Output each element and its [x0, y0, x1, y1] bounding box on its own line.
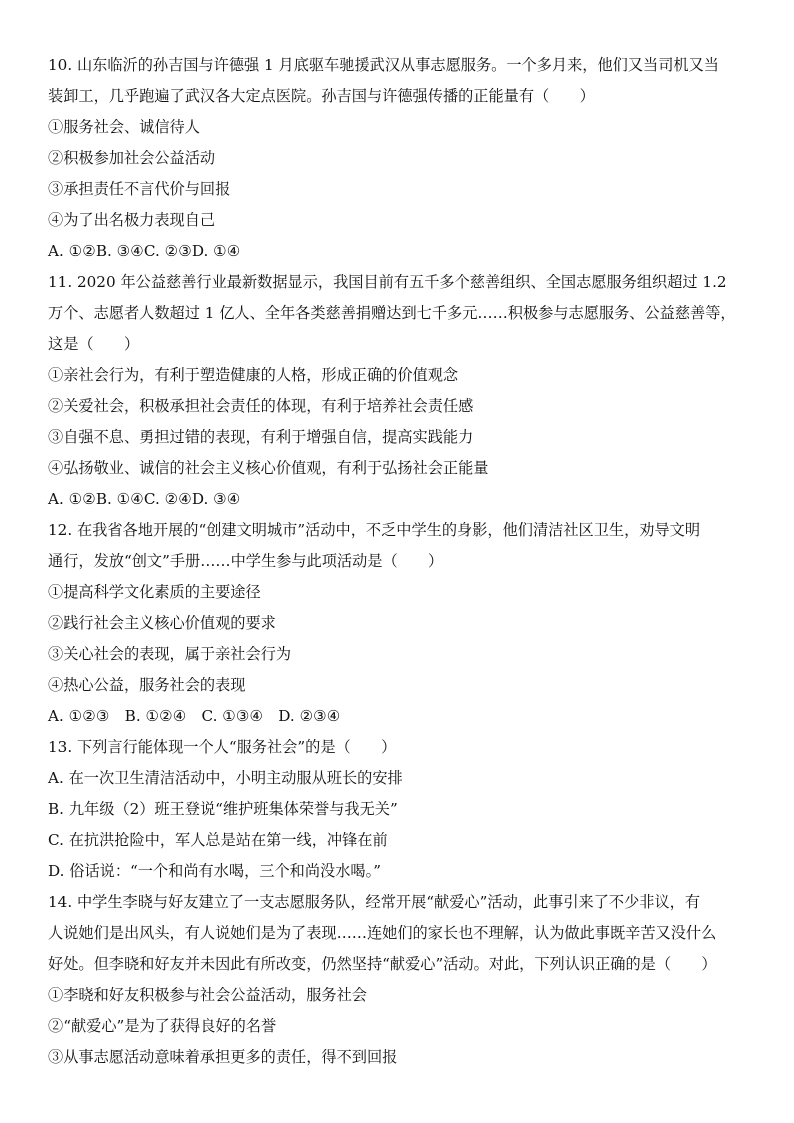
question-stem-line: 13. 下列言行能体现一个人“服务社会”的是（ ）	[48, 738, 397, 756]
option-item: ③从事志愿活动意味着承担更多的责任，得不到回报	[48, 1048, 398, 1066]
option-item: C. 在抗洪抢险中，军人总是站在第一线，冲锋在前	[48, 831, 388, 849]
question-stem-line: 11. 2020 年公益慈善行业最新数据显示，我国目前有五千多个慈善组织、全国志愿服务组织超过 1.2	[48, 273, 727, 291]
option-item: ①提高科学文化素质的主要途径	[48, 583, 261, 601]
option-item: ③承担责任不言代价与回报	[48, 180, 231, 198]
option-item: ④为了出名极力表现自己	[48, 211, 216, 229]
question-10	[48, 50, 764, 267]
question-stem-line: 14. 中学生李晓与好友建立了一支志愿服务队，经常开展“献爱心”活动，此事引来了不少非议，有	[48, 893, 701, 911]
answer-choices: A. ①②B. ①④C. ②④D. ③④	[48, 490, 241, 508]
question-stem-line: 通行，发放“创文”手册……中学生参与此项活动是（ ）	[48, 552, 444, 570]
question-stem-line: 12. 在我省各地开展的“创建文明城市”活动中，不乏中学生的身影，他们清洁社区卫生，劝导文明	[48, 521, 701, 539]
option-item: ②积极参加社会公益活动	[48, 149, 216, 167]
option-item: ④弘扬敬业、诚信的社会主义核心价值观，有利于弘扬社会正能量	[48, 459, 489, 477]
question-13	[48, 732, 764, 887]
question-stem-line: 好处。但李晓和好友并未因此有所改变，仍然坚持“献爱心”活动。对此，下列认识正确的是（ ）	[48, 955, 717, 973]
option-item: ①亲社会行为，有利于塑造健康的人格，形成正确的价值观念	[48, 366, 459, 384]
option-item: ②“献爱心”是为了获得良好的名誉	[48, 1017, 277, 1035]
option-item: ④热心公益，服务社会的表现	[48, 676, 246, 694]
answer-choices: A. ①②B. ③④C. ②③D. ①④	[48, 242, 241, 260]
question-stem-line: 万个、志愿者人数超过 1 亿人、全年各类慈善捐赠达到七千多元……积极参与志愿服务、公益慈善等，	[48, 304, 736, 322]
option-item: ②践行社会主义核心价值观的要求	[48, 614, 276, 632]
option-item: ③自强不息、勇担过错的表现，有利于增强自信，提高实践能力	[48, 428, 474, 446]
question-stem-line: 10. 山东临沂的孙吉国与许德强 1 月底驱车驰援武汉从事志愿服务。一个多月来，他们又当司机又当	[48, 56, 719, 74]
question-stem-line: 装卸工，几乎跑遍了武汉各大定点医院。孙吉国与许德强传播的正能量有（ ）	[48, 87, 595, 105]
option-item: ③关心社会的表现，属于亲社会行为	[48, 645, 291, 663]
option-item: ①服务社会、诚信待人	[48, 118, 200, 136]
question-stem-line: 这是（ ）	[48, 335, 140, 353]
question-stem-line: 人说她们是出风头，有人说她们是为了表现……连她们的家长也不理解，认为做此事既辛苦又没什么	[48, 924, 717, 942]
option-item: B. 九年级（2）班王登说“维护班集体荣誉与我无关”	[48, 800, 398, 818]
option-item: D. 俗话说：“一个和尚有水喝，三个和尚没水喝。”	[48, 862, 381, 880]
option-item: ②关爱社会，积极承担社会责任的体现，有利于培养社会责任感	[48, 397, 474, 415]
option-item: A. 在一次卫生清洁活动中，小明主动服从班长的安排	[48, 769, 403, 787]
question-14	[48, 887, 764, 1073]
question-12	[48, 515, 764, 732]
option-item: ①李晓和好友积极参与社会公益活动，服务社会	[48, 986, 367, 1004]
question-11	[48, 267, 764, 515]
answer-choices: A. ①②③ B. ①②④ C. ①③④ D. ②③④	[48, 707, 341, 725]
